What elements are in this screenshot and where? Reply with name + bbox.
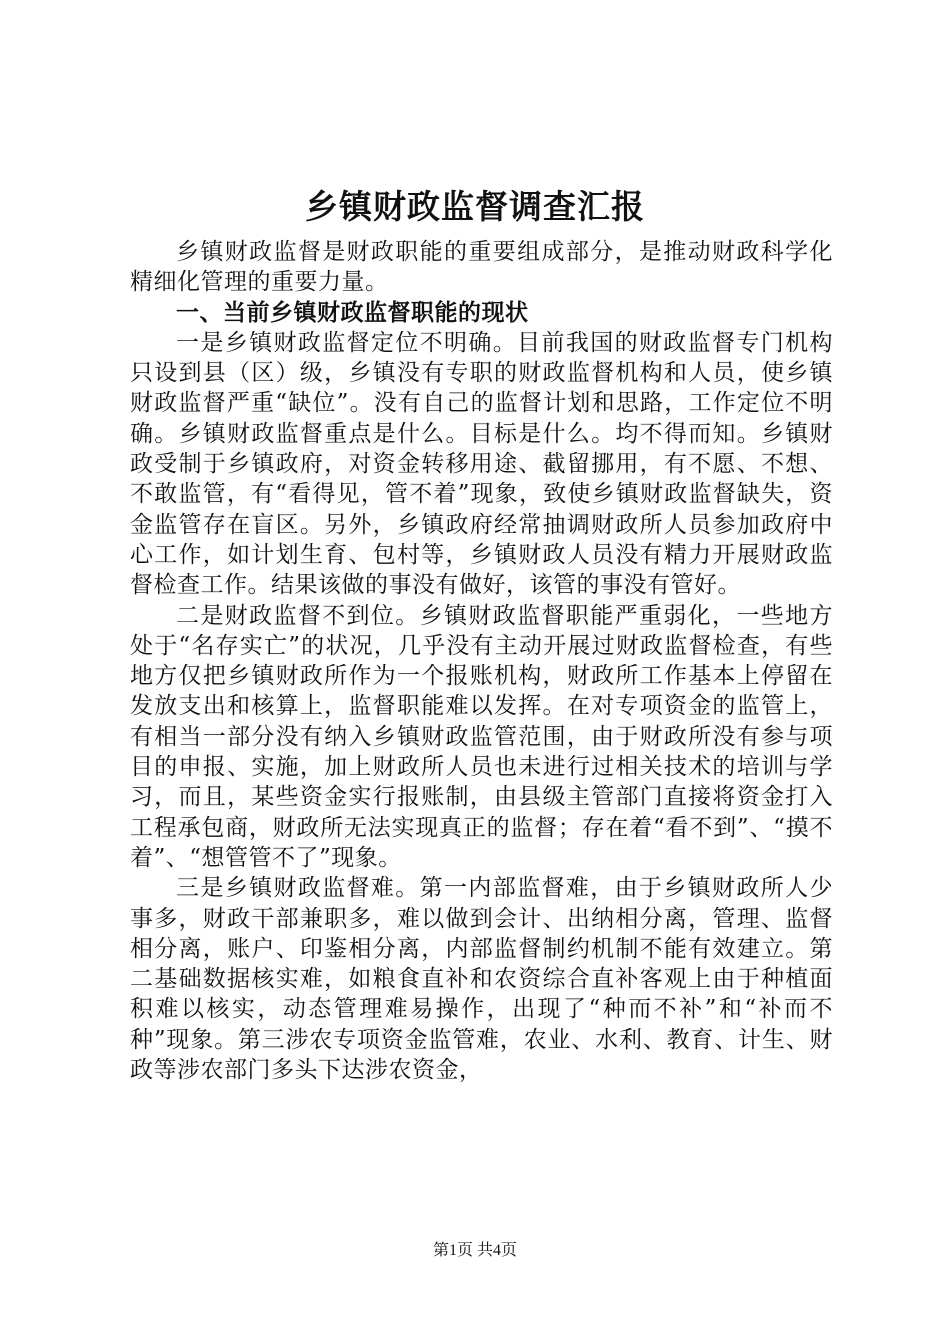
document-title: 乡镇财政监督调查汇报 bbox=[305, 187, 645, 226]
body-paragraph-2: 二是财政监督不到位。乡镇财政监督职能严重弱化，一些地方处于“名存实亡”的状况，几乎没有主动开展过财政监督检查，有些地方仅把乡镇财政所作为一个报账机构，财政所工作基本上停留在发放支出和核算上，监督职能难以发挥。在对专项资金的监管上，有相当一部分没有纳入乡镇财政监管范围，由于财政所没有参与项目的申报、实施，加上财政所人员也未进行过相关技术的培训与学习，而且，某些资金实行报账制，由县级主管部门直接将资金打入工程承包商，财政所无法实现真正的监督；存在着“看不到”、“摸不着”、“想管管不了”现象。 bbox=[130, 602, 833, 871]
section-heading: 一、当前乡镇财政监督职能的现状 bbox=[176, 298, 529, 326]
page-footer: 第1页 共4页 bbox=[432, 1242, 517, 1259]
document-body bbox=[130, 237, 833, 1085]
body-paragraph-3: 三是乡镇财政监督难。第一内部监督难，由于乡镇财政所人少事多，财政干部兼职多，难以做到会计、出纳相分离，管理、监督相分离，账户、印鉴相分离，内部监督制约机制不能有效建立。第二基础数据核实难，如粮食直补和农资综合直补客观上由于种植面积难以核实，动态管理难易操作，出现了“种而不补”和“补而不种”现象。第三涉农专项资金监管难，农业、水利、教育、计生、财政等涉农部门多头下达涉农资金， bbox=[130, 875, 833, 1084]
body-paragraph-1: 一是乡镇财政监督定位不明确。目前我国的财政监督专门机构只设到县（区）级，乡镇没有专职的财政监督机构和人员，使乡镇财政监督严重“缺位”。没有自己的监督计划和思路，工作定位不明确。乡镇财政监督重点是什么。目标是什么。均不得而知。乡镇财政受制于乡镇政府，对资金转移用途、截留挪用，有不愿、不想、不敢监管，有“看得见，管不着”现象，致使乡镇财政监督缺失，资金监管存在盲区。另外，乡镇政府经常抽调财政所人员参加政府中心工作，如计划生育、包村等，乡镇财政人员没有精力开展财政监督检查工作。结果该做的事没有做好，该管的事没有管好。 bbox=[130, 329, 833, 599]
intro-paragraph: 乡镇财政监督是财政职能的重要组成部分，是推动财政科学化精细化管理的重要力量。 bbox=[130, 239, 833, 296]
